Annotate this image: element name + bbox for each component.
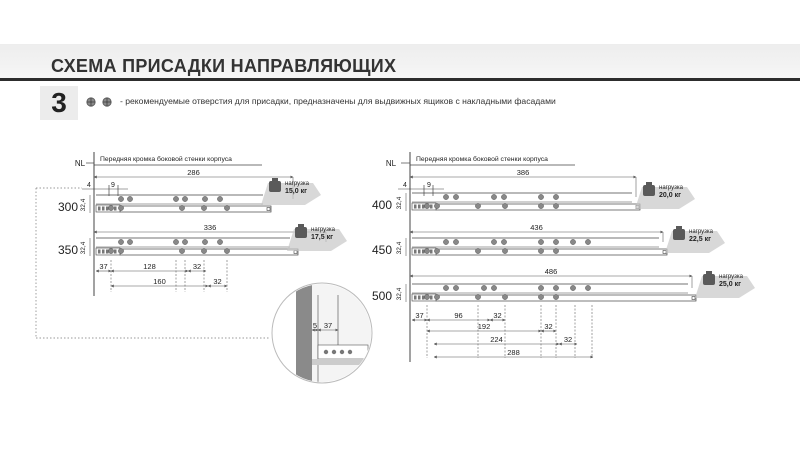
mount-hole	[475, 203, 480, 208]
load-length-500-label: 486	[544, 267, 558, 276]
side-wall	[296, 280, 312, 390]
load-weight-300	[261, 178, 321, 205]
offset-4-label: 4	[87, 182, 91, 189]
mount-hole	[201, 248, 206, 253]
runner-mechanism-detail	[414, 250, 417, 254]
mount-hole	[182, 239, 187, 244]
load-value: 17,5 кг	[311, 234, 333, 241]
mount-hole	[553, 239, 558, 244]
dim-32b-label: 32	[544, 322, 553, 331]
runner-rail	[436, 249, 667, 255]
mount-hole	[453, 194, 458, 199]
weight-icon-handle	[272, 178, 278, 181]
load-label: нагрузка	[719, 274, 743, 280]
mount-hole	[570, 239, 575, 244]
inset-roller	[340, 350, 344, 354]
runner-mechanism-detail	[98, 207, 101, 211]
mount-hole	[179, 248, 184, 253]
offset-9-label: 9	[111, 182, 115, 189]
mount-hole	[538, 194, 543, 199]
mount-hole	[443, 194, 448, 199]
load-weight-450	[665, 226, 725, 253]
mount-hole	[553, 294, 558, 299]
load-value: 15,0 кг	[285, 188, 307, 195]
runner-mechanism-detail	[414, 296, 417, 300]
dim-288-label: 288	[507, 348, 520, 357]
nl-label: NL	[385, 159, 397, 168]
dim-128-label: 128	[143, 262, 156, 271]
mount-hole	[434, 294, 439, 299]
dim-32a-label: 32	[493, 311, 502, 320]
dim-224-label: 224	[490, 335, 503, 344]
inset-content	[296, 280, 382, 390]
vertical-dim-label: 32,4	[396, 196, 403, 210]
mount-hole	[538, 285, 543, 290]
nl-label: NL	[74, 159, 86, 168]
dim-160-label: 160	[153, 277, 166, 286]
inset-roller	[324, 350, 328, 354]
weight-icon	[269, 181, 281, 192]
step-number: 3	[51, 87, 67, 118]
load-label: нагрузка	[285, 181, 309, 187]
mount-hole	[224, 205, 229, 210]
runner-mechanism-detail	[102, 207, 105, 211]
dim-32c-label: 32	[563, 335, 573, 344]
mount-hole	[217, 196, 222, 201]
mount-hole	[553, 285, 558, 290]
runner-mechanism-detail	[106, 207, 109, 211]
load-length-350-label: 336	[203, 223, 217, 232]
mount-hole	[434, 248, 439, 253]
mount-hole	[481, 285, 486, 290]
load-label: нагрузка	[689, 229, 713, 235]
edge-label: Передняя кромка боковой стенки корпуса	[416, 156, 548, 163]
load-length-300-label: 286	[187, 168, 200, 177]
dim-32b-label: 32	[213, 277, 222, 286]
runner-mechanism-detail	[430, 250, 433, 254]
detail-inset	[272, 280, 382, 390]
mount-hole	[118, 239, 123, 244]
inset-roller	[348, 350, 352, 354]
inset-roller	[332, 350, 336, 354]
mount-hole	[424, 294, 429, 299]
inset-dim-37-label: 37	[323, 321, 333, 330]
mount-hole	[202, 196, 207, 201]
weight-icon-handle	[706, 271, 712, 274]
mount-hole	[453, 239, 458, 244]
runner-mechanism-detail	[418, 205, 421, 209]
page-title: СХЕМА ПРИСАДКИ НАПРАВЛЯЮЩИХ	[51, 56, 397, 76]
load-value: 20,0 кг	[659, 192, 681, 199]
runner-mechanism-detail	[422, 296, 425, 300]
dim-192-label: 192	[477, 322, 491, 331]
load-length-450-label: 436	[530, 223, 543, 232]
mount-hole	[538, 203, 543, 208]
mount-hole	[501, 239, 506, 244]
runner-mechanism-detail	[414, 205, 417, 209]
dim-37-label: 37	[415, 311, 424, 320]
mount-hole	[127, 239, 132, 244]
load-length-400-label: 386	[516, 168, 530, 177]
mount-hole	[108, 205, 113, 210]
runner-rail	[120, 249, 298, 255]
weight-icon	[703, 274, 715, 285]
mount-hole	[179, 205, 184, 210]
mount-hole	[491, 285, 496, 290]
slide-length-300: 300	[57, 200, 79, 214]
mount-hole	[182, 196, 187, 201]
mount-hole	[424, 248, 429, 253]
load-value: 22,5 кг	[689, 236, 711, 243]
mount-hole	[491, 194, 496, 199]
slide-length-350: 350	[57, 243, 79, 257]
legend-text: - рекомендуемые отверстия для присадки, предназначены для выдвижных ящиков с накладными фасадами	[120, 96, 556, 106]
mount-hole	[424, 203, 429, 208]
mount-hole	[570, 285, 575, 290]
runner-mechanism-detail	[418, 250, 421, 254]
mount-hole	[553, 203, 558, 208]
mount-hole	[475, 248, 480, 253]
mount-hole	[443, 285, 448, 290]
vertical-dim-label: 32,4	[80, 198, 87, 212]
mount-hole	[127, 196, 132, 201]
edge-label: Передняя кромка боковой стенки корпуса	[100, 156, 232, 163]
mount-hole	[224, 248, 229, 253]
mount-hole	[502, 294, 507, 299]
slide-length-400: 400	[371, 198, 393, 212]
load-weight-400	[635, 182, 695, 209]
mount-hole	[108, 248, 113, 253]
weight-icon-handle	[646, 182, 652, 185]
runner-mechanism-detail	[102, 250, 105, 254]
mount-hole	[118, 205, 123, 210]
mount-hole	[538, 239, 543, 244]
mount-hole	[201, 205, 206, 210]
runner-mechanism-detail	[422, 250, 425, 254]
inset-dim-5-label: 5	[312, 321, 318, 330]
mount-hole	[553, 248, 558, 253]
load-value: 25,0 кг	[719, 281, 741, 288]
load-label: нагрузка	[311, 227, 335, 233]
mount-hole	[502, 248, 507, 253]
mount-hole	[585, 239, 590, 244]
weight-icon-handle	[298, 224, 304, 227]
mount-hole	[502, 203, 507, 208]
mount-hole	[501, 194, 506, 199]
dim-32a-label: 32	[192, 262, 202, 271]
mount-hole	[173, 196, 178, 201]
mount-hole	[475, 294, 480, 299]
mount-hole	[585, 285, 590, 290]
mount-hole	[453, 285, 458, 290]
runner-rail	[120, 206, 271, 212]
mount-hole	[443, 239, 448, 244]
runner-mechanism-detail	[418, 296, 421, 300]
weight-icon	[295, 227, 307, 238]
mount-hole	[217, 239, 222, 244]
mount-hole	[118, 248, 123, 253]
runner-rail	[436, 295, 696, 301]
mount-hole	[491, 239, 496, 244]
offset-9-label: 9	[427, 182, 431, 189]
dim-96-label: 96	[454, 311, 463, 320]
weight-icon	[673, 229, 685, 240]
runner-mechanism-detail	[114, 250, 117, 254]
runner-mechanism-detail	[430, 205, 433, 209]
slide-length-450: 450	[371, 243, 393, 257]
offset-4-label: 4	[403, 182, 407, 189]
mount-hole	[118, 196, 123, 201]
runner-mechanism-detail	[114, 207, 117, 211]
vertical-dim-label: 32,4	[396, 241, 403, 255]
weight-icon	[643, 185, 655, 196]
vertical-dim-label: 32,4	[80, 241, 87, 255]
load-weight-350	[287, 224, 347, 251]
vertical-dim-label: 32,4	[396, 287, 403, 301]
load-label: нагрузка	[659, 185, 683, 191]
mount-hole	[538, 294, 543, 299]
mount-hole	[434, 203, 439, 208]
right-panel	[372, 152, 755, 362]
runner-mechanism-detail	[422, 205, 425, 209]
slide-length-500: 500	[371, 289, 393, 303]
dim-37-label: 37	[99, 262, 108, 271]
mount-hole	[538, 248, 543, 253]
mount-hole	[202, 239, 207, 244]
mount-hole	[173, 239, 178, 244]
runner-mechanism-detail	[106, 250, 109, 254]
mount-hole	[553, 194, 558, 199]
load-weight-500	[695, 271, 755, 298]
slide-runner-350	[96, 238, 298, 255]
runner-mechanism-detail	[98, 250, 101, 254]
runner-mechanism-detail	[430, 296, 433, 300]
runner-rail	[436, 204, 640, 210]
weight-icon-handle	[676, 226, 682, 229]
